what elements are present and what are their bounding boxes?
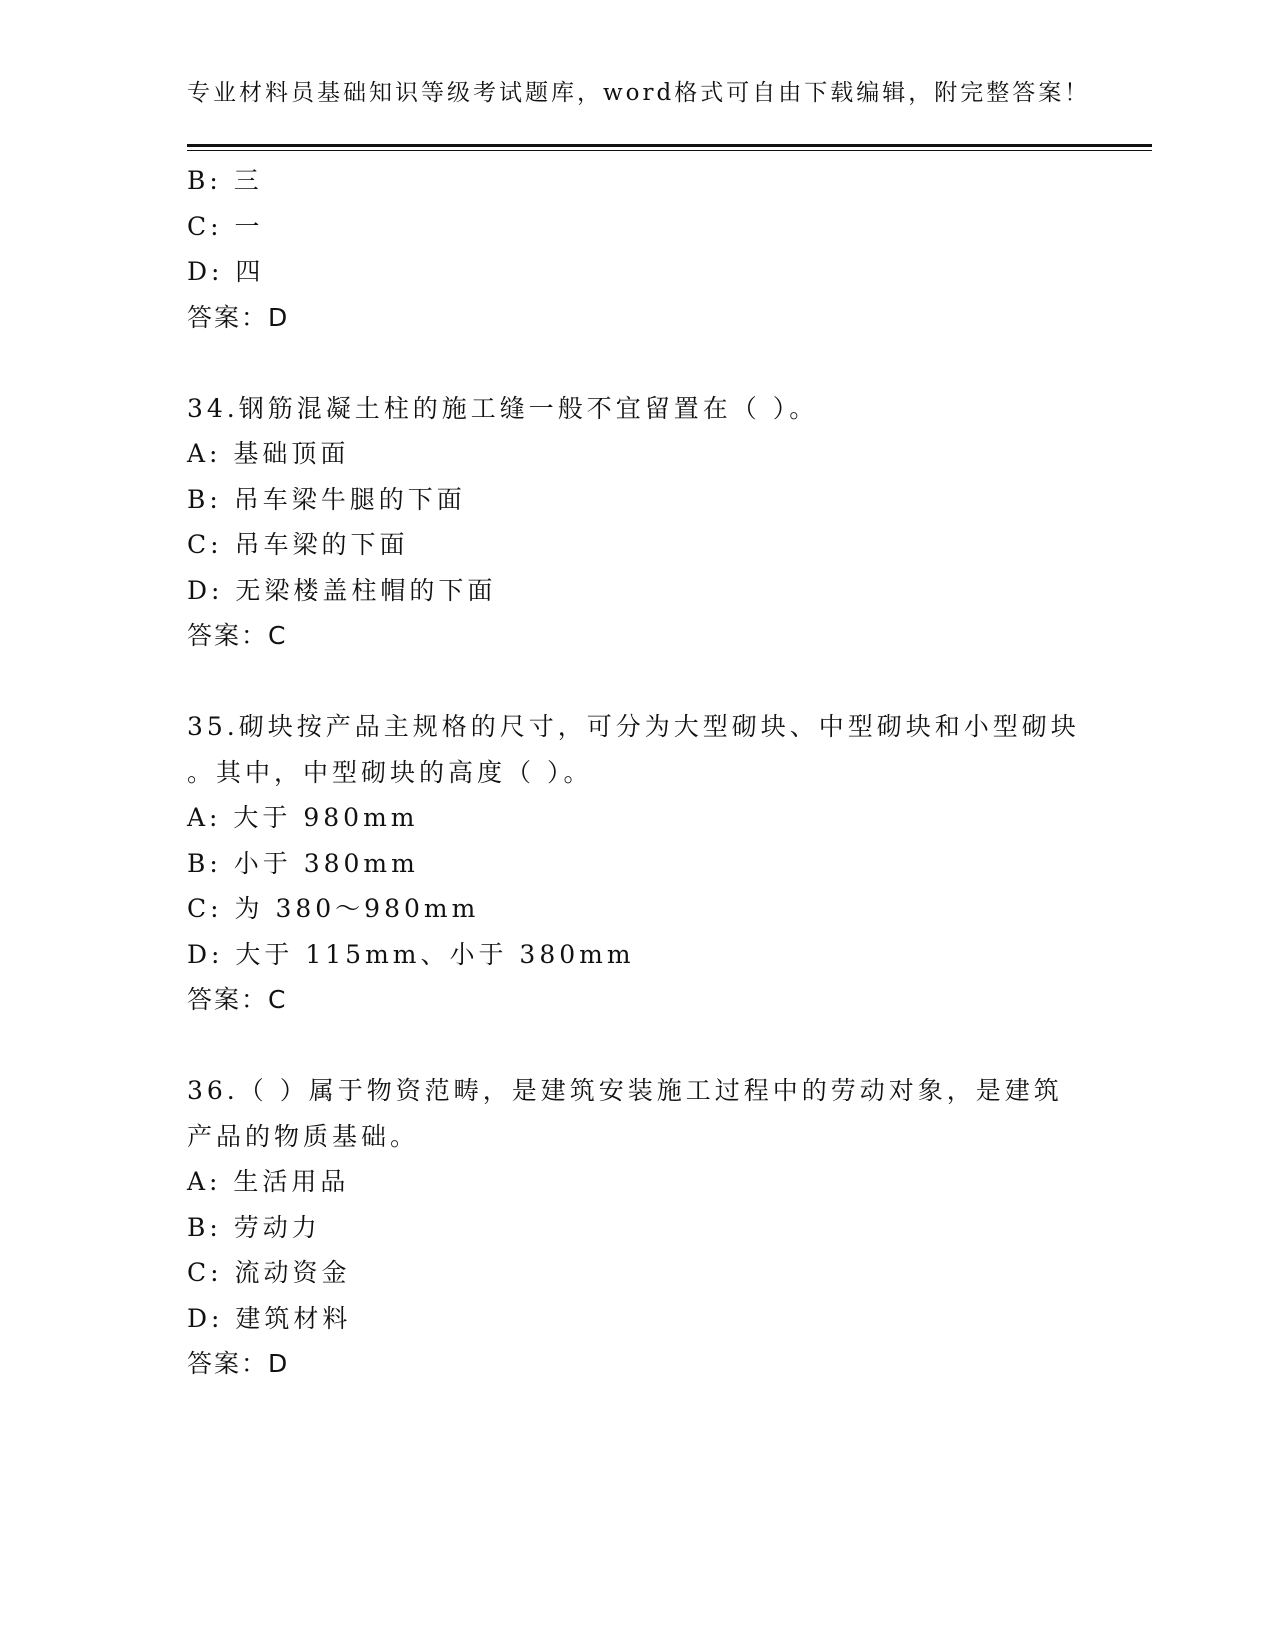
option-c: C: 一 — [187, 211, 264, 241]
option-d: D: 无梁楼盖柱帽的下面 — [187, 575, 497, 605]
option-d: D: 四 — [187, 257, 265, 286]
answer: 答案：D — [187, 302, 290, 332]
option-c: C: 流动资金 — [187, 1258, 351, 1287]
option-a: A: 生活用品 — [187, 1167, 350, 1196]
answer: 答案：D — [187, 1349, 290, 1378]
question-35 — [187, 704, 1087, 1023]
spacer — [187, 1023, 1087, 1069]
option-d: D: 大于 115mm、小于 380mm — [187, 939, 635, 969]
option-c: C: 吊车梁的下面 — [187, 530, 409, 559]
question-text: 36.（ ）属于物资范畴，是建筑安装施工过程中的劳动对象，是建筑 — [187, 1076, 1063, 1105]
question-36 — [187, 1068, 1087, 1387]
document-body — [187, 158, 1087, 1387]
header-rule-thick — [187, 144, 1152, 147]
option-c: C: 为 380～980mm — [187, 894, 480, 923]
option-a: A: 基础顶面 — [187, 439, 350, 468]
option-a: A: 大于 980mm — [187, 803, 419, 832]
answer: 答案：C — [187, 985, 288, 1014]
spacer — [187, 340, 1087, 386]
question-text: 35.砌块按产品主规格的尺寸，可分为大型砌块、中型砌块和小型砌块 — [187, 712, 1080, 741]
prev-question-block — [187, 158, 1087, 340]
spacer — [187, 659, 1087, 705]
question-text: 34.钢筋混凝土柱的施工缝一般不宜留置在（ ）。 — [187, 393, 819, 423]
option-d: D: 建筑材料 — [187, 1303, 352, 1333]
question-text-continued: 。其中，中型砌块的高度（ ）。 — [187, 757, 593, 787]
question-text-continued: 产品的物质基础。 — [187, 1121, 420, 1151]
option-b: B: 吊车梁牛腿的下面 — [187, 484, 466, 514]
answer: 答案：C — [187, 621, 288, 650]
option-b: B: 三 — [187, 166, 263, 195]
page-header: 专业材料员基础知识等级考试题库，word格式可自由下载编辑，附完整答案！ — [187, 80, 1091, 106]
option-b: B: 小于 380mm — [187, 848, 419, 878]
option-b: B: 劳动力 — [187, 1212, 321, 1242]
header-rule-thin — [187, 150, 1152, 151]
question-34 — [187, 386, 1087, 659]
